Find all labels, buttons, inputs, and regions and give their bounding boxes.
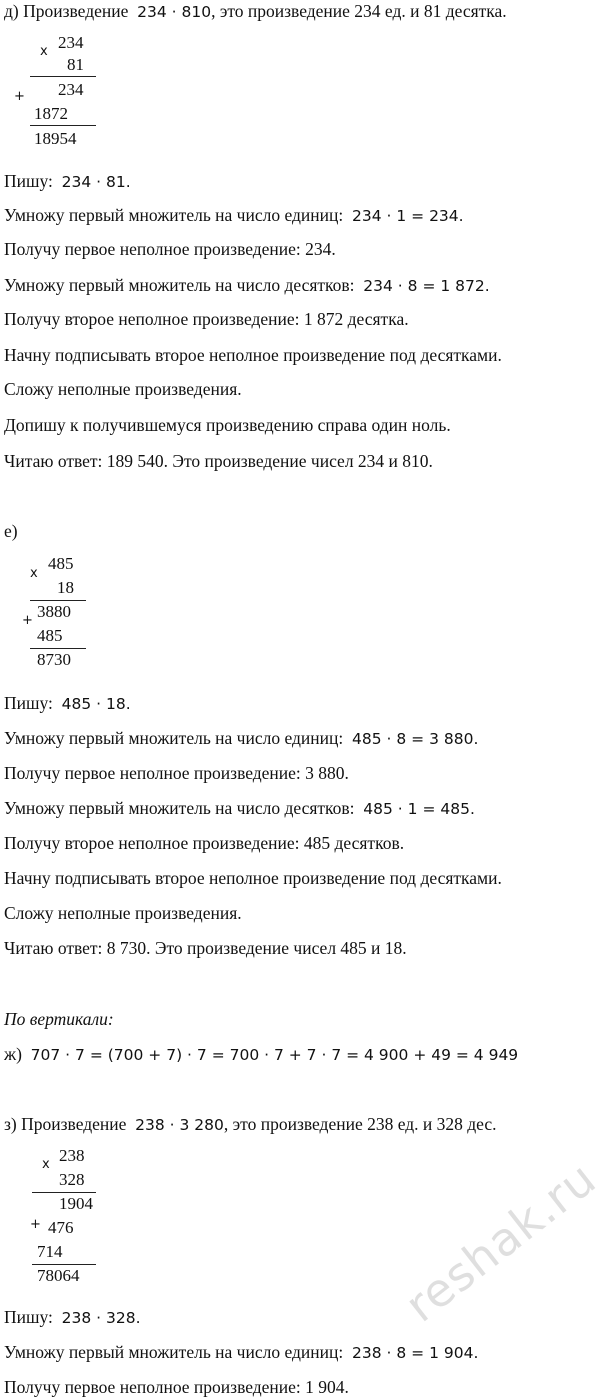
- part-e-step-3: [4, 797, 475, 820]
- step-text: Умножу первый множитель на число единиц:: [4, 728, 344, 748]
- part-d-header: [4, 0, 507, 23]
- times-sign: x: [40, 44, 48, 59]
- factor-b: 81: [67, 55, 84, 74]
- divider-line: [30, 600, 86, 601]
- write-math: 238 · 328.: [61, 1309, 141, 1327]
- write-math: 485 · 18.: [61, 695, 131, 713]
- part-d-step-1: [4, 204, 464, 227]
- part-e-step-5: Начну подписывать второе неполное произведение под десятками.: [4, 868, 502, 888]
- step-math: 485 · 1 = 485.: [363, 800, 475, 818]
- part-d-step-4: Получу второе неполное произведение: 1 872 десятка.: [4, 309, 409, 329]
- part-d-step-7: Допишу к получившемуся произведению справа один ноль.: [4, 415, 451, 435]
- part-zh-math: 707 · 7 = (700 + 7) · 7 = 700 · 7 + 7 · 7 = 4 900 + 49 = 4 949: [30, 1046, 519, 1064]
- part-d-step-6: Сложу неполные произведения.: [4, 379, 242, 399]
- factor-a: 485: [48, 554, 74, 573]
- part-d-write: [4, 170, 131, 193]
- divider-line: [30, 76, 96, 77]
- part-d-header-suffix: , это произведение 234 ед. и 81 десятка.: [211, 1, 507, 21]
- partial-product-1: 1904: [59, 1194, 93, 1213]
- write-math: 234 · 81.: [61, 173, 131, 191]
- step-text: Умножу первый множитель на число десятков:: [4, 798, 355, 818]
- step-math: 234 · 1 = 234.: [352, 207, 464, 225]
- plus-sign: +: [14, 89, 25, 104]
- factor-a: 238: [59, 1146, 85, 1165]
- step-text: Умножу первый множитель на число единиц:: [4, 205, 344, 225]
- part-z-header-suffix: , это произведение 238 ед. и 328 дес.: [223, 1114, 497, 1134]
- write-label: Пишу:: [4, 171, 53, 191]
- divider-line: [32, 1192, 96, 1193]
- times-sign: x: [42, 1157, 50, 1172]
- factor-b: 328: [59, 1170, 85, 1189]
- divider-line: [30, 648, 86, 649]
- partial-product-3: 714: [37, 1242, 63, 1261]
- part-d-step-2: Получу первое неполное произведение: 234.: [4, 239, 336, 259]
- part-z-write: [4, 1306, 141, 1329]
- part-e-step-2: Получу первое неполное произведение: 3 880.: [4, 763, 349, 783]
- part-e-write: [4, 692, 131, 715]
- partial-product-2: 476: [48, 1218, 74, 1237]
- plus-sign: +: [22, 613, 33, 628]
- part-d-step-3: [4, 274, 490, 297]
- watermark: reshak.ru: [395, 1150, 606, 1333]
- part-e-header: е): [4, 521, 18, 541]
- step-text: Умножу первый множитель на число единиц:: [4, 1342, 344, 1362]
- step-math: 485 · 8 = 3 880.: [352, 730, 479, 748]
- part-zh-label: ж): [4, 1044, 22, 1064]
- part-zh-line: [4, 1043, 518, 1066]
- part-e-step-7: Читаю ответ: 8 730. Это произведение чисел 485 и 18.: [4, 938, 407, 958]
- step-math: 238 · 8 = 1 904.: [352, 1344, 479, 1362]
- divider-line: [32, 1264, 96, 1265]
- write-label: Пишу:: [4, 1307, 53, 1327]
- part-d-header-prefix: д) Произведение: [4, 1, 129, 21]
- times-sign: x: [30, 566, 38, 581]
- part-d-step-5: Начну подписывать второе неполное произведение под десятками.: [4, 345, 502, 365]
- factor-b: 18: [57, 578, 74, 597]
- step-text: Умножу первый множитель на число десятков:: [4, 275, 355, 295]
- part-z-header: [4, 1113, 497, 1136]
- result-value: 8730: [37, 650, 71, 669]
- part-z-header-math: 238 · 3 280: [135, 1116, 224, 1134]
- part-d-header-math: 234 · 810: [137, 3, 212, 21]
- step-math: 234 · 8 = 1 872.: [363, 277, 490, 295]
- part-e-step-1: [4, 727, 478, 750]
- part-e-step-4: Получу второе неполное произведение: 485 десятков.: [4, 833, 405, 853]
- result-value: 18954: [34, 129, 77, 148]
- part-d-step-8: Читаю ответ: 189 540. Это произведение чисел 234 и 810.: [4, 451, 433, 471]
- factor-a: 234: [58, 33, 84, 52]
- write-label: Пишу:: [4, 693, 53, 713]
- result-value: 78064: [37, 1266, 80, 1285]
- plus-sign: +: [30, 1217, 41, 1232]
- partial-product-1: 3880: [37, 602, 71, 621]
- partial-product-1: 234: [58, 80, 84, 99]
- partial-product-2: 485: [37, 626, 63, 645]
- part-z-step-2: Получу первое неполное произведение: 1 904.: [4, 1377, 349, 1397]
- partial-product-2: 1872: [34, 104, 68, 123]
- part-e-step-6: Сложу неполные произведения.: [4, 903, 242, 923]
- part-z-header-prefix: з) Произведение: [4, 1114, 127, 1134]
- vertical-heading: По вертикали:: [4, 1009, 114, 1029]
- part-z-step-1: [4, 1341, 478, 1364]
- divider-line: [30, 125, 96, 126]
